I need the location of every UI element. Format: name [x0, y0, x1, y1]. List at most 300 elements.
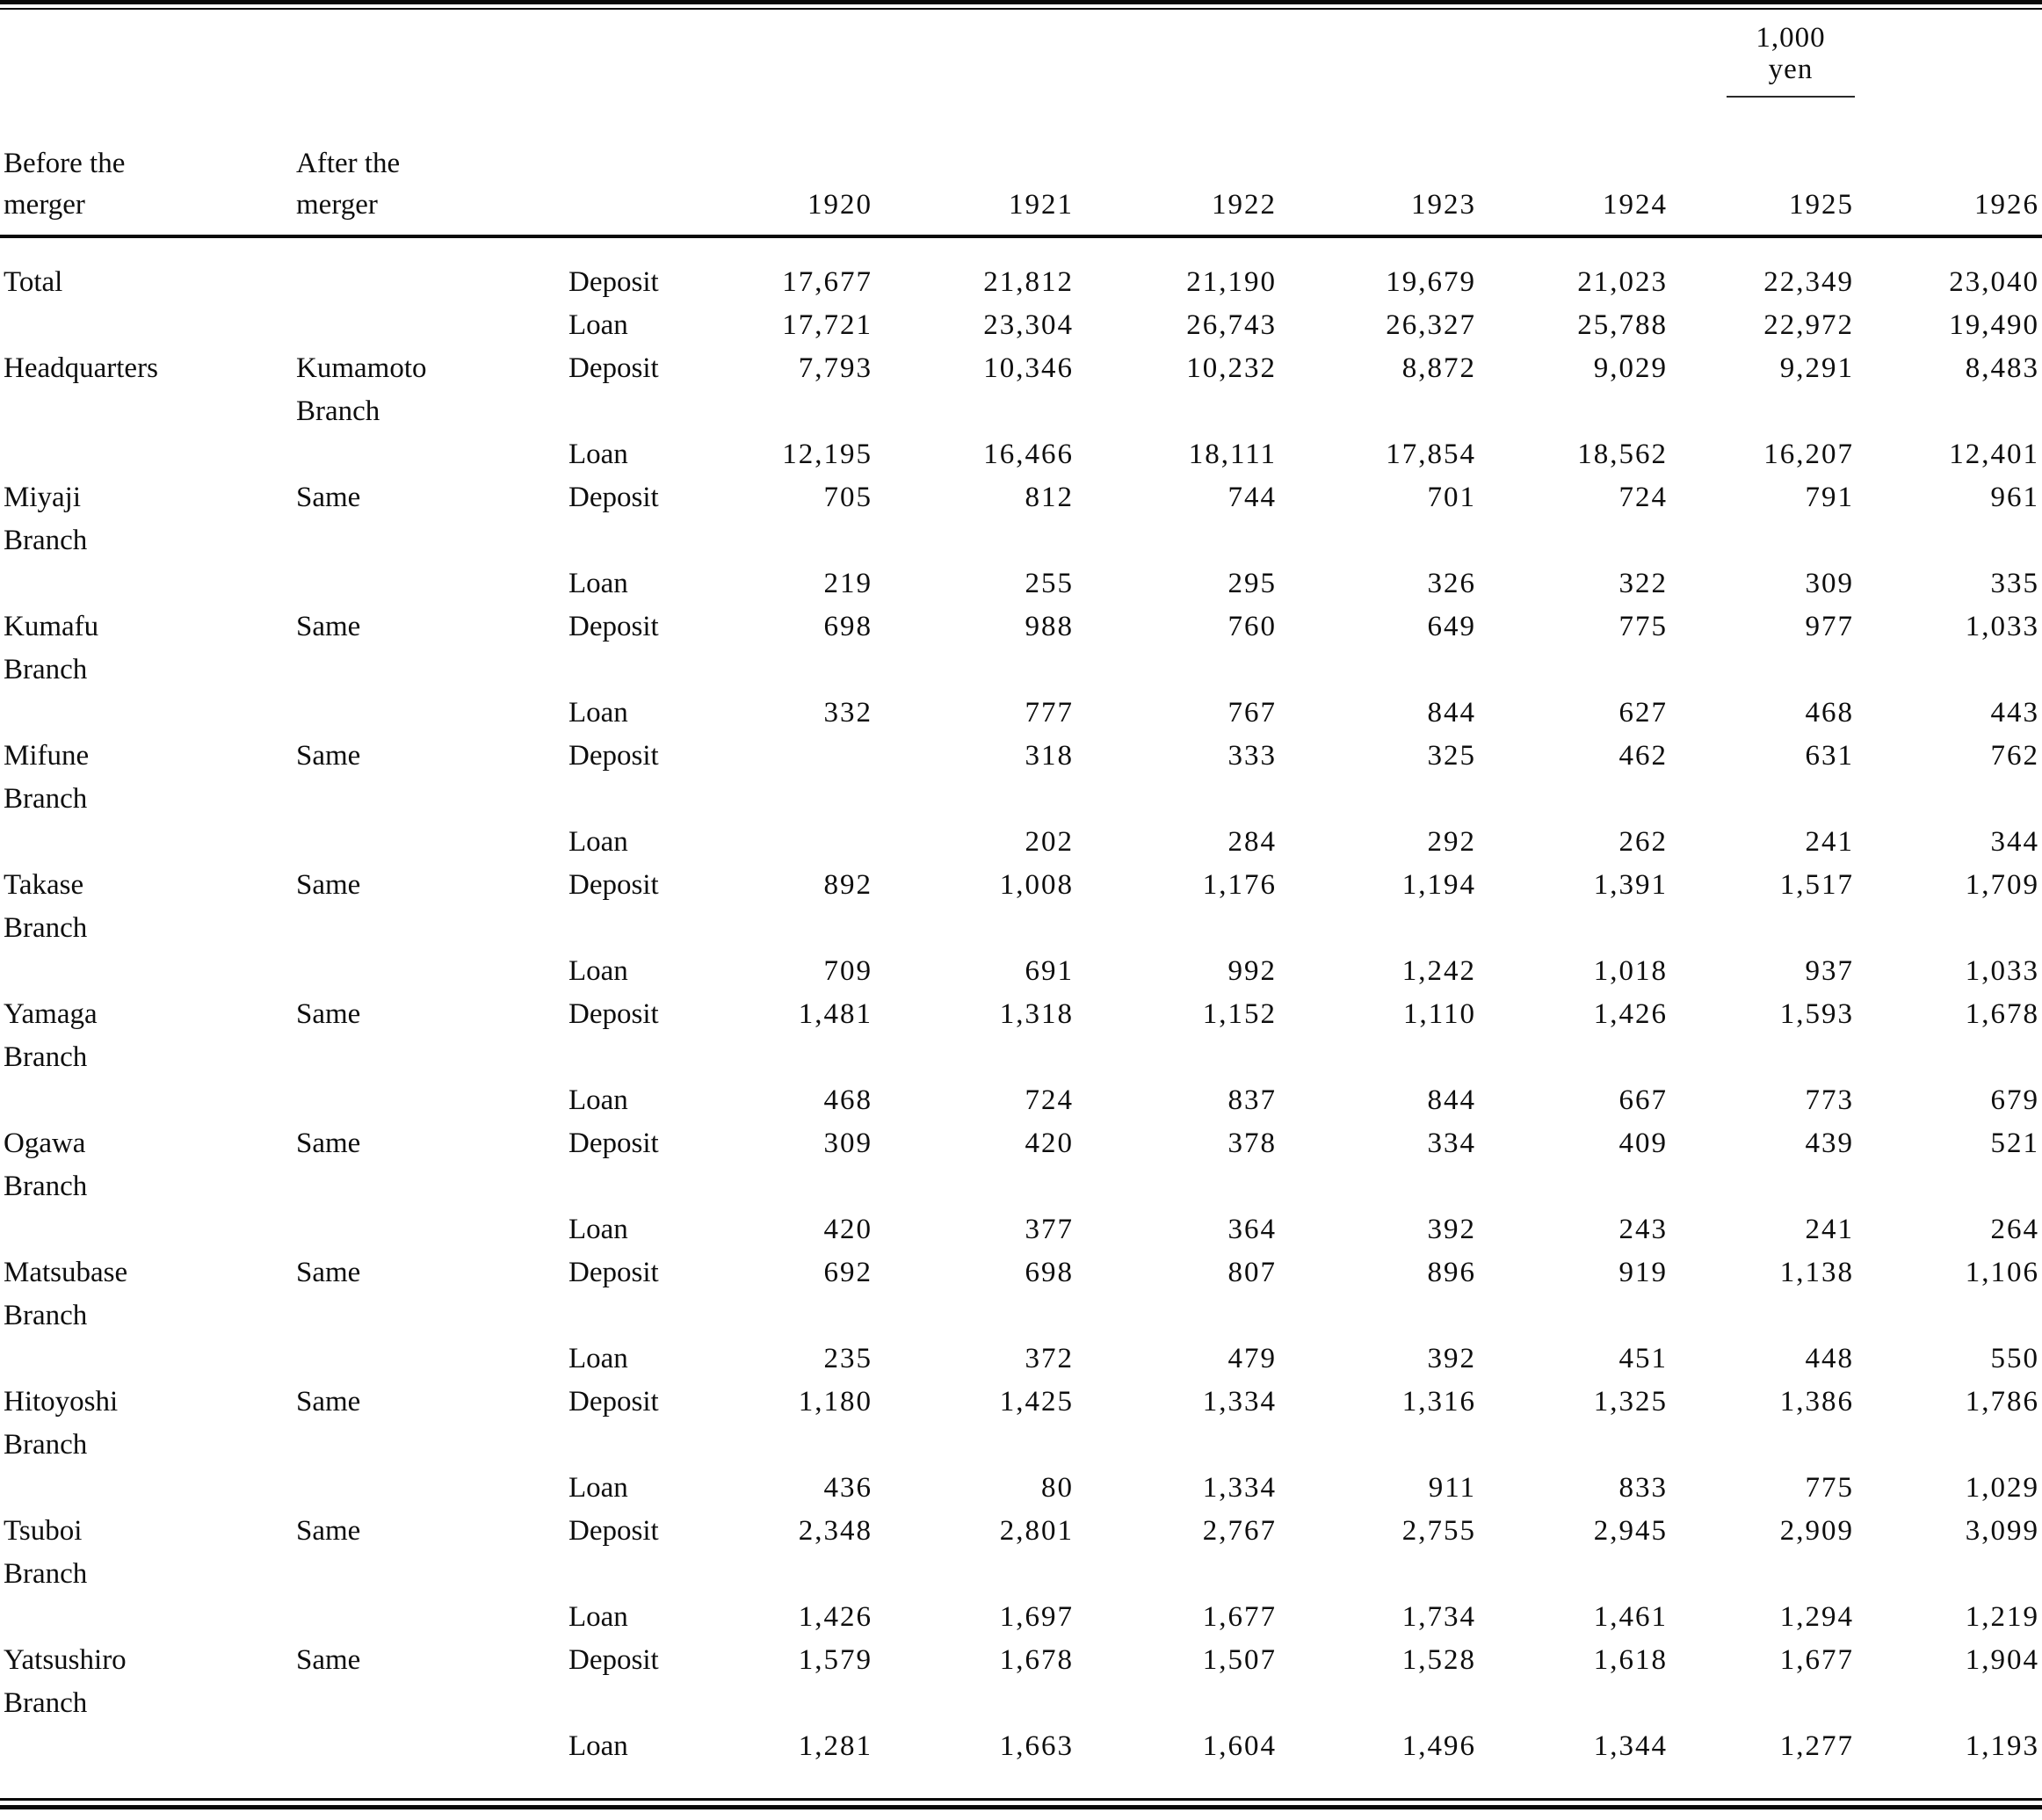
value-cell: 649: [1427, 611, 1476, 642]
value-cell: [1479, 1553, 1670, 1596]
table-header: [0, 143, 2042, 226]
value-cell: 760: [1227, 611, 1277, 642]
value-cell: [1279, 1294, 1479, 1338]
value-cell: 19,679: [1386, 266, 1476, 298]
spacer-cell: [1076, 143, 1279, 185]
account-type-cell: Loan: [568, 1601, 628, 1633]
value-cell: [1670, 519, 1857, 562]
value-cell: 698: [1025, 1257, 1074, 1288]
before-merger-cell: Branch: [4, 912, 88, 944]
value-cell: 2,755: [1401, 1515, 1476, 1547]
value-cell: [1857, 390, 2042, 433]
value-cell: 1,507: [1202, 1644, 1277, 1676]
before-merger-cell: Branch: [4, 1558, 88, 1590]
value-cell: 202: [1025, 826, 1074, 858]
value-cell: [712, 649, 875, 692]
value-cell: 844: [1427, 1084, 1476, 1116]
value-cell: 1,496: [1401, 1730, 1476, 1762]
value-cell: [1670, 1294, 1857, 1338]
before-merger-cell: Tsuboi: [4, 1515, 83, 1547]
value-cell: [1857, 907, 2042, 950]
value-cell: 292: [1427, 826, 1476, 858]
value-cell: 451: [1618, 1343, 1668, 1374]
value-cell: 19,490: [1949, 309, 2039, 341]
spacer-cell: [712, 143, 875, 185]
value-cell: [875, 907, 1076, 950]
value-cell: [1670, 1424, 1857, 1467]
before-merger-cell: Hitoyoshi: [4, 1386, 119, 1418]
account-type-cell: [567, 1036, 712, 1079]
value-cell: 1,033: [1965, 611, 2039, 642]
value-cell: 992: [1227, 955, 1277, 987]
value-cell: [712, 1553, 875, 1596]
after-merger-cell: [294, 649, 567, 692]
after-merger-cell: Same: [296, 998, 361, 1030]
before-merger-cell: [0, 562, 294, 605]
top-double-rule: [0, 0, 2042, 10]
value-cell: 1,786: [1965, 1386, 2039, 1418]
spacer-cell: [875, 143, 1076, 185]
value-cell: 318: [1025, 740, 1074, 772]
value-cell: 1,677: [1779, 1644, 1854, 1676]
value-cell: 837: [1227, 1084, 1277, 1116]
after-merger-cell: [294, 1165, 567, 1208]
account-type-cell: [567, 1165, 712, 1208]
value-cell: 23,304: [983, 309, 1074, 341]
value-cell: 1,386: [1779, 1386, 1854, 1418]
value-cell: 1,593: [1779, 998, 1854, 1030]
value-cell: 701: [1427, 482, 1476, 513]
value-cell: [1857, 519, 2042, 562]
unit-line-2: yen: [1768, 54, 1814, 85]
before-merger-cell: [0, 950, 294, 993]
after-merger-cell: Kumamoto: [296, 352, 427, 384]
after-merger-cell: Same: [296, 1515, 361, 1547]
value-cell: [1279, 1553, 1479, 1596]
value-cell: 364: [1227, 1214, 1277, 1245]
value-cell: 937: [1805, 955, 1854, 987]
value-cell: 1,316: [1401, 1386, 1476, 1418]
spacer-cell: [1670, 143, 1857, 185]
value-cell: 1,677: [1202, 1601, 1277, 1633]
value-cell: [1279, 1165, 1479, 1208]
value-cell: 1,318: [999, 998, 1074, 1030]
value-cell: 17,854: [1386, 439, 1476, 470]
value-cell: 1,334: [1202, 1386, 1277, 1418]
value-cell: 21,812: [983, 266, 1074, 298]
value-cell: 698: [823, 611, 873, 642]
value-cell: 1,618: [1593, 1644, 1668, 1676]
value-cell: 332: [823, 697, 873, 729]
account-type-cell: [567, 1424, 712, 1467]
value-cell: 1,277: [1779, 1730, 1854, 1762]
value-cell: 21,190: [1186, 266, 1277, 298]
value-cell: 12,401: [1949, 439, 2039, 470]
value-cell: [1279, 649, 1479, 692]
value-cell: 409: [1618, 1128, 1668, 1159]
value-cell: 2,801: [999, 1515, 1074, 1547]
value-cell: 1,709: [1965, 869, 2039, 901]
col-header-after-line2: merger: [296, 189, 378, 221]
value-cell: [1279, 1424, 1479, 1467]
value-cell: 896: [1427, 1257, 1476, 1288]
value-cell: 80: [1041, 1472, 1074, 1504]
value-cell: [1076, 390, 1279, 433]
value-cell: [875, 519, 1076, 562]
value-cell: 255: [1025, 568, 1074, 599]
value-cell: 1,734: [1401, 1601, 1476, 1633]
account-type-cell: Loan: [568, 309, 628, 341]
value-cell: 295: [1227, 568, 1277, 599]
value-cell: [875, 778, 1076, 821]
value-cell: [1076, 1165, 1279, 1208]
value-cell: 264: [1990, 1214, 2039, 1245]
value-cell: [875, 1294, 1076, 1338]
value-cell: 627: [1618, 697, 1668, 729]
after-merger-cell: [294, 519, 567, 562]
value-cell: [1279, 519, 1479, 562]
after-merger-cell: [294, 1682, 567, 1725]
account-type-cell: [567, 1294, 712, 1338]
before-merger-cell: Branch: [4, 1041, 88, 1073]
value-cell: [712, 1424, 875, 1467]
value-cell: 1,461: [1593, 1601, 1668, 1633]
value-cell: 326: [1427, 568, 1476, 599]
value-cell: 9,029: [1593, 352, 1668, 384]
value-cell: [712, 519, 875, 562]
value-cell: [1076, 1424, 1279, 1467]
account-type-cell: Loan: [568, 955, 628, 987]
value-cell: [712, 1036, 875, 1079]
value-cell: 219: [823, 568, 873, 599]
before-merger-cell: Branch: [4, 783, 88, 815]
account-type-cell: Loan: [568, 1730, 628, 1762]
after-merger-cell: Same: [296, 1386, 361, 1418]
header-rule: [0, 235, 2042, 238]
value-cell: 377: [1025, 1214, 1074, 1245]
before-merger-cell: Branch: [4, 1171, 88, 1202]
value-cell: [1279, 1682, 1479, 1725]
before-merger-cell: Matsubase: [4, 1257, 128, 1288]
before-merger-cell: [0, 1338, 294, 1381]
value-cell: 777: [1025, 697, 1074, 729]
value-cell: [875, 390, 1076, 433]
value-cell: 372: [1025, 1343, 1074, 1374]
after-merger-cell: [294, 1294, 567, 1338]
value-cell: [712, 735, 875, 778]
value-cell: 8,872: [1401, 352, 1476, 384]
value-cell: 16,466: [983, 439, 1074, 470]
value-cell: [1670, 1036, 1857, 1079]
after-merger-cell: [294, 821, 567, 864]
value-cell: 392: [1427, 1343, 1476, 1374]
value-cell: 705: [823, 482, 873, 513]
value-cell: 2,348: [798, 1515, 873, 1547]
value-cell: 284: [1227, 826, 1277, 858]
value-cell: 241: [1805, 1214, 1854, 1245]
after-merger-cell: Same: [296, 869, 361, 901]
value-cell: 1,663: [999, 1730, 1074, 1762]
value-cell: 1,425: [999, 1386, 1074, 1418]
before-merger-cell: Headquarters: [4, 352, 158, 384]
value-cell: [712, 821, 875, 864]
value-cell: 2,909: [1779, 1515, 1854, 1547]
year-header: 1926: [1974, 189, 2039, 221]
value-cell: 1,334: [1202, 1472, 1277, 1504]
value-cell: 23,040: [1949, 266, 2039, 298]
after-merger-cell: [294, 907, 567, 950]
after-merger-cell: [294, 778, 567, 821]
before-merger-cell: [0, 692, 294, 735]
account-type-cell: [567, 1682, 712, 1725]
value-cell: [1479, 1294, 1670, 1338]
value-cell: [1857, 1036, 2042, 1079]
value-cell: 22,349: [1763, 266, 1854, 298]
value-cell: [1670, 907, 1857, 950]
value-cell: 2,945: [1593, 1515, 1668, 1547]
value-cell: 243: [1618, 1214, 1668, 1245]
value-cell: 724: [1618, 482, 1668, 513]
value-cell: 1,180: [798, 1386, 873, 1418]
value-cell: 977: [1805, 611, 1854, 642]
value-cell: 988: [1025, 611, 1074, 642]
value-cell: 1,604: [1202, 1730, 1277, 1762]
value-cell: 1,481: [798, 998, 873, 1030]
after-merger-cell: [294, 692, 567, 735]
value-cell: 1,678: [1965, 998, 2039, 1030]
after-merger-cell: [294, 1596, 567, 1639]
value-cell: 309: [1805, 568, 1854, 599]
after-merger-cell: [294, 562, 567, 605]
value-cell: 1,325: [1593, 1386, 1668, 1418]
value-cell: 550: [1990, 1343, 2039, 1374]
before-merger-cell: [0, 390, 294, 433]
value-cell: 679: [1990, 1084, 2039, 1116]
value-cell: 468: [823, 1084, 873, 1116]
value-cell: 1,426: [1593, 998, 1668, 1030]
value-cell: 335: [1990, 568, 2039, 599]
account-type-cell: Loan: [568, 1084, 628, 1116]
value-cell: [875, 1682, 1076, 1725]
value-cell: [1076, 649, 1279, 692]
value-cell: 420: [823, 1214, 873, 1245]
value-cell: [1076, 519, 1279, 562]
before-merger-cell: Branch: [4, 525, 88, 556]
value-cell: [712, 907, 875, 950]
before-merger-cell: Miyaji: [4, 482, 81, 513]
value-cell: [1076, 1036, 1279, 1079]
value-cell: [1479, 519, 1670, 562]
after-merger-cell: [294, 1725, 567, 1768]
table-body: [0, 261, 2042, 1768]
value-cell: [1857, 1294, 2042, 1338]
value-cell: [712, 1294, 875, 1338]
after-merger-cell: [294, 304, 567, 347]
account-type-cell: Deposit: [568, 352, 659, 384]
before-merger-cell: Branch: [4, 1687, 88, 1719]
value-cell: 724: [1025, 1084, 1074, 1116]
value-cell: [1479, 1424, 1670, 1467]
value-cell: 1,697: [999, 1601, 1074, 1633]
account-type-cell: Deposit: [568, 998, 659, 1030]
value-cell: 1,106: [1965, 1257, 2039, 1288]
year-header: 1920: [807, 189, 873, 221]
value-cell: 16,207: [1763, 439, 1854, 470]
value-cell: 17,677: [782, 266, 873, 298]
account-type-cell: Deposit: [568, 1515, 659, 1547]
value-cell: 3,099: [1965, 1515, 2039, 1547]
col-header-before-line2: merger: [4, 189, 85, 221]
value-cell: 844: [1427, 697, 1476, 729]
value-cell: 1,517: [1779, 869, 1854, 901]
account-type-cell: [567, 519, 712, 562]
before-merger-cell: Yatsushiro: [4, 1644, 127, 1676]
value-cell: 1,138: [1779, 1257, 1854, 1288]
value-cell: [1670, 778, 1857, 821]
value-cell: [712, 390, 875, 433]
value-cell: [1076, 778, 1279, 821]
value-cell: [712, 1682, 875, 1725]
before-merger-cell: [0, 1725, 294, 1768]
after-merger-cell: [294, 1338, 567, 1381]
before-merger-cell: [0, 1208, 294, 1251]
col-header-after-line1: After the: [296, 148, 401, 179]
value-cell: 479: [1227, 1343, 1277, 1374]
value-cell: 773: [1805, 1084, 1854, 1116]
year-header: 1924: [1603, 189, 1668, 221]
after-merger-cell: Branch: [296, 395, 380, 427]
value-cell: 241: [1805, 826, 1854, 858]
value-cell: 10,232: [1186, 352, 1277, 384]
value-cell: [875, 1036, 1076, 1079]
before-merger-cell: Yamaga: [4, 998, 98, 1030]
value-cell: [1857, 1682, 2042, 1725]
value-cell: [1670, 1553, 1857, 1596]
value-cell: 1,219: [1965, 1601, 2039, 1633]
value-cell: [1279, 1036, 1479, 1079]
value-cell: [1279, 390, 1479, 433]
value-cell: 309: [823, 1128, 873, 1159]
value-cell: 22,972: [1763, 309, 1854, 341]
spacer-cell: [1479, 143, 1670, 185]
value-cell: [1479, 390, 1670, 433]
value-cell: 334: [1427, 1128, 1476, 1159]
account-type-cell: Loan: [568, 1343, 628, 1374]
value-cell: 12,195: [782, 439, 873, 470]
value-cell: [1857, 1424, 2042, 1467]
year-header: 1925: [1789, 189, 1854, 221]
account-type-cell: [567, 778, 712, 821]
value-cell: [1479, 907, 1670, 950]
value-cell: 1,678: [999, 1644, 1074, 1676]
before-merger-cell: [0, 433, 294, 476]
value-cell: 322: [1618, 568, 1668, 599]
value-cell: 344: [1990, 826, 2039, 858]
value-cell: [1670, 1165, 1857, 1208]
value-cell: 7,793: [798, 352, 873, 384]
value-cell: [1479, 1682, 1670, 1725]
value-cell: 812: [1025, 482, 1074, 513]
value-cell: 1,579: [798, 1644, 873, 1676]
value-cell: 378: [1227, 1128, 1277, 1159]
after-merger-cell: [294, 1208, 567, 1251]
after-merger-cell: [294, 1424, 567, 1467]
account-type-cell: [567, 390, 712, 433]
value-cell: 2,767: [1202, 1515, 1277, 1547]
value-cell: 1,242: [1401, 955, 1476, 987]
value-cell: 1,904: [1965, 1644, 2039, 1676]
value-cell: [1279, 778, 1479, 821]
before-merger-cell: [0, 1467, 294, 1510]
value-cell: 1,528: [1401, 1644, 1476, 1676]
value-cell: 807: [1227, 1257, 1277, 1288]
after-merger-cell: Same: [296, 482, 361, 513]
value-cell: 1,176: [1202, 869, 1277, 901]
year-header: 1922: [1212, 189, 1277, 221]
before-merger-cell: Total: [4, 266, 63, 298]
value-cell: 9,291: [1779, 352, 1854, 384]
before-merger-cell: [0, 821, 294, 864]
value-cell: 775: [1805, 1472, 1854, 1504]
account-type-cell: Loan: [568, 439, 628, 470]
value-cell: 691: [1025, 955, 1074, 987]
value-cell: [1670, 1682, 1857, 1725]
spacer-cell: [567, 143, 712, 185]
account-type-cell: Loan: [568, 697, 628, 729]
value-cell: 631: [1805, 740, 1854, 772]
spacer-cell: [567, 185, 712, 226]
value-cell: [1076, 1553, 1279, 1596]
value-cell: 1,281: [798, 1730, 873, 1762]
value-cell: 1,033: [1965, 955, 2039, 987]
value-cell: 448: [1805, 1343, 1854, 1374]
value-cell: 692: [823, 1257, 873, 1288]
account-type-cell: [567, 907, 712, 950]
value-cell: 325: [1427, 740, 1476, 772]
before-merger-cell: Branch: [4, 1429, 88, 1461]
value-cell: 8,483: [1965, 352, 2039, 384]
value-cell: [875, 1165, 1076, 1208]
value-cell: 1,391: [1593, 869, 1668, 901]
value-cell: 21,023: [1577, 266, 1668, 298]
before-merger-cell: Takase: [4, 869, 84, 901]
spacer-cell: [1279, 143, 1479, 185]
after-merger-cell: [294, 1467, 567, 1510]
value-cell: [1076, 907, 1279, 950]
bottom-double-rule: [0, 1798, 2042, 1809]
value-cell: [875, 1553, 1076, 1596]
account-type-cell: Deposit: [568, 1128, 659, 1159]
value-cell: 1,152: [1202, 998, 1277, 1030]
account-type-cell: Loan: [568, 1472, 628, 1504]
value-cell: [1479, 778, 1670, 821]
value-cell: [875, 1424, 1076, 1467]
before-merger-cell: Branch: [4, 1300, 88, 1331]
value-cell: 1,294: [1779, 1601, 1854, 1633]
value-cell: 443: [1990, 697, 2039, 729]
year-header: 1921: [1009, 189, 1074, 221]
value-cell: 1,110: [1402, 998, 1476, 1030]
account-type-cell: Deposit: [568, 611, 659, 642]
after-merger-cell: [294, 1036, 567, 1079]
value-cell: 1,008: [999, 869, 1074, 901]
account-type-cell: [567, 1553, 712, 1596]
year-header: 1923: [1411, 189, 1476, 221]
value-cell: 1,344: [1593, 1730, 1668, 1762]
before-merger-cell: Branch: [4, 654, 88, 685]
col-header-before-line1: Before the: [4, 148, 126, 179]
value-cell: [1076, 1682, 1279, 1725]
